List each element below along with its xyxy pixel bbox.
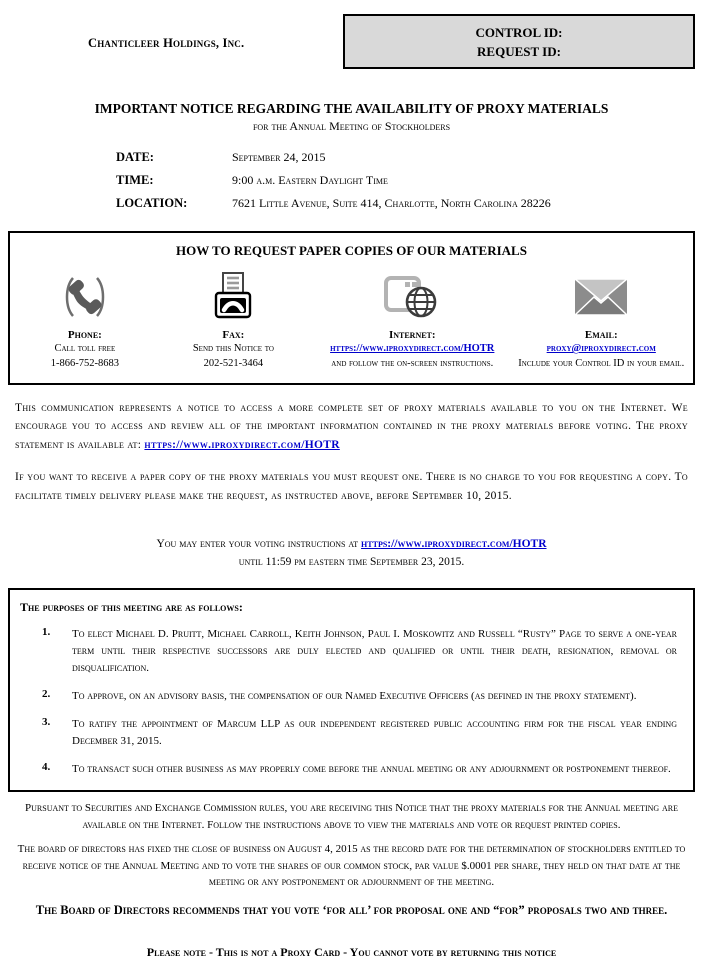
request-id-label: REQUEST ID: [477, 44, 561, 59]
notice-paragraph [15, 399, 688, 454]
time-label: TIME: [116, 173, 154, 187]
time-value: 9:00 a.m. Eastern Daylight Time [232, 173, 388, 187]
fax-number: 202-521-3464 [203, 358, 264, 369]
meeting-time-row [116, 173, 695, 188]
method-email [514, 271, 690, 371]
email-instructions: Include your Control ID in your email. [518, 358, 685, 369]
header [8, 14, 695, 69]
phone-number: 1-866-752-8683 [50, 358, 119, 369]
purpose-text: To elect Michael D. Pruitt, Michael Carroll, Keith Johnson, Paul I. Moskowitz and Russell “Rusty” Page to serve a one-year term until their respective successors are duly elected and qualified or until their death, resignation, removal or disqualification. [72, 627, 677, 674]
purpose-item-1 [20, 626, 681, 677]
meeting-location-row [116, 196, 695, 211]
record-date-paragraph: The board of directors has fixed the close of business on August 4, 2015 as the record date for the determination of stockholders entitled to receive notice of the Annual Meeting and to vote the shares of our common stock, par value $.0001 per share, they held on that date at the meeting or any postponement or adjournment of the meeting. [17, 843, 686, 889]
internet-label: Internet: [388, 329, 436, 341]
purposes-heading: The purposes of this meeting are as follows: [20, 599, 243, 614]
purpose-text: To ratify the appointment of Marcum LLP as our independent registered public accounting firm for the fiscal year ending December 31, 2015. [72, 717, 677, 747]
page-subtitle: for the Annual Meeting of Stockholders [252, 119, 451, 133]
meeting-info [116, 150, 695, 211]
purpose-number: 1. [42, 625, 51, 638]
method-fax [156, 271, 311, 371]
internet-instructions: and follow the on-screen instructions. [331, 358, 494, 369]
request-box-title: HOW TO REQUEST PAPER COPIES OF OUR MATERIALS [176, 243, 527, 258]
company-name: Chanticleer Holdings, Inc. [88, 36, 245, 50]
fax-icon [156, 271, 311, 323]
internet-link[interactable]: https://www.iproxydirect.com/HOTR [330, 343, 495, 354]
fax-label: Fax: [222, 329, 245, 341]
purpose-item-3 [20, 716, 681, 750]
request-copies-box [8, 231, 695, 385]
purpose-number: 4. [42, 761, 51, 774]
location-value: 7621 Little Avenue, Suite 414, Charlotte, North Carolina 28226 [232, 196, 551, 210]
phone-line1: Call toll free [54, 343, 116, 354]
phone-label: Phone: [67, 329, 102, 341]
email-link[interactable]: proxy@iproxydirect.com [546, 343, 656, 354]
request-methods [14, 271, 689, 371]
method-internet [311, 271, 514, 371]
email-label: Email: [584, 329, 618, 341]
not-proxy-card-note: Please note - This is not a Proxy Card - You cannot vote by returning this notice [146, 945, 557, 960]
purpose-text: To approve, on an advisory basis, the compensation of our Named Executive Officers (as defined in the proxy statement). [72, 689, 637, 702]
control-id-box [343, 14, 695, 69]
location-label: LOCATION: [116, 196, 188, 210]
purpose-text: To transact such other business as may properly come before the annual meeting or any adjournment or postponement thereof. [72, 763, 671, 776]
email-icon [514, 271, 690, 323]
proxy-statement-link[interactable]: https://www.iproxydirect.com/HOTR [144, 438, 340, 451]
control-id-label: CONTROL ID: [475, 25, 563, 40]
voting-note-text: You may enter your voting instructions at [156, 537, 362, 550]
method-phone [14, 271, 156, 371]
purpose-item-2 [20, 688, 681, 705]
voting-instructions-note [8, 535, 695, 572]
voting-deadline: until 11:59 pm eastern time September 23, 2015. [238, 556, 465, 569]
internet-icon [311, 271, 514, 323]
date-value: September 24, 2015 [232, 150, 326, 164]
purposes-box [8, 588, 695, 792]
sec-rules-paragraph: Pursuant to Securities and Exchange Commission rules, you are receiving this Notice that the proxy materials for the Annual meeting are available on the Internet. Follow the instructions above to view the materials and vote or request printed copies. [25, 802, 678, 831]
paper-copy-paragraph: If you want to receive a paper copy of the proxy materials you must request one. There is no charge to you for requesting a copy. To facilitate timely delivery please make the request, as instructed above, before September 10, 2015. [15, 471, 688, 502]
phone-icon [14, 271, 156, 323]
date-label: DATE: [116, 150, 154, 164]
meeting-date-row [116, 150, 695, 165]
purpose-number: 2. [42, 687, 51, 700]
purpose-item-4 [20, 761, 681, 778]
purpose-number: 3. [42, 715, 51, 728]
notice-paragraph-text: This communication represents a notice to access a more complete set of proxy materials available to you on the Internet. We encourage you to access and review all of the important information contained in the proxy materials before voting. The proxy statement is available at: [15, 402, 688, 451]
voting-link[interactable]: https://www.iproxydirect.com/HOTR [361, 537, 547, 550]
fax-line1: Send this Notice to [192, 343, 274, 354]
board-recommendation: The Board of Directors recommends that you vote ‘for all’ for proposal one and “for” proposals two and three. [35, 902, 668, 917]
page-title: IMPORTANT NOTICE REGARDING THE AVAILABILITY OF PROXY MATERIALS [94, 101, 609, 116]
